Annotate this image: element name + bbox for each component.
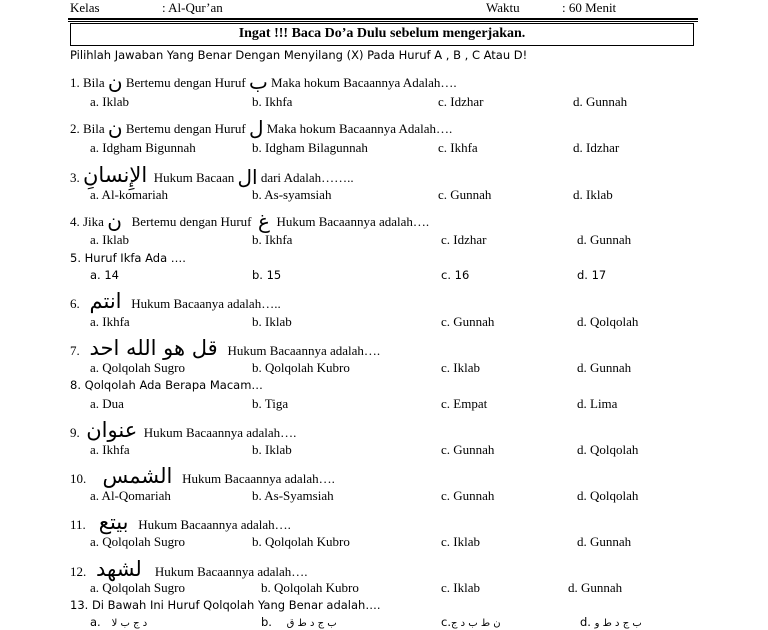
question-11 [70,510,291,534]
question-8 [70,378,263,392]
option-a[interactable]: a. Qolqolah Sugro [90,534,185,549]
question-text: Hukum Bacaannya adalah…. [276,214,430,229]
kelas-label: Kelas [70,0,100,15]
option-b[interactable]: b. Iklab [252,442,292,457]
option-d[interactable]: d. 17 [577,268,607,282]
question-text: Hukum Bacaannya adalah…. [227,343,381,358]
question-text: Maka hokum Bacaannya Adalah…. [266,121,453,136]
option-b[interactable]: b. Qolqolah Kubro [261,580,359,595]
question-6 [70,289,281,313]
option-d[interactable]: d. Iklab [573,187,613,202]
option-b[interactable]: b. As-Syamsiah [252,488,334,503]
option-a[interactable] [90,615,147,629]
question-text: Huruf Ikfa Ada …. [84,251,186,265]
option-a[interactable]: a. Ikhfa [90,442,130,457]
arabic-letters: ب ج د ط و [594,618,642,629]
question-9 [70,418,296,442]
option-c[interactable]: c. Idzhar [441,232,487,247]
question-text: Bila [83,75,105,90]
question-text: Hukum Bacaannya adalah…. [182,471,335,486]
instruction-text: Pilihlah Jawaban Yang Benar Dengan Menyilang (X) Pada Huruf A , B , C Atau D! [70,48,528,62]
question-number: 10. [70,471,87,486]
question-4 [70,209,430,233]
arabic-letters: د ج ب لا [111,618,148,629]
option-c[interactable] [441,615,501,629]
option-a[interactable]: a. 14 [90,268,119,282]
question-text: Hukum Bacaannya adalah…. [154,564,308,579]
arabic-letter: ب [248,70,268,94]
option-letter: c. [441,615,451,629]
option-b[interactable]: b. As-syamsiah [252,187,332,202]
option-a[interactable]: a. Qolqolah Sugro [90,580,185,595]
question-number: 5. [70,251,81,265]
question-text: dari Adalah…….. [260,170,354,185]
option-a[interactable]: a. Dua [90,396,124,411]
option-c[interactable]: c. Iklab [441,580,480,595]
arabic-word: لشهد [96,557,142,581]
option-c[interactable]: c. Gunnah [438,187,492,202]
question-text: Jika [83,214,104,229]
question-number: 7. [70,343,80,358]
question-text: Hukum Bacaanya adalah….. [131,296,281,311]
option-b[interactable]: b. Qolqolah Kubro [252,534,350,549]
question-12 [70,557,308,581]
question-2 [70,116,453,140]
arabic-word: قل هو الله احد [89,336,218,360]
question-text: Bertemu dengan Huruf [125,121,246,136]
question-1 [70,70,457,94]
option-c[interactable]: c. 16 [441,268,470,282]
option-c[interactable]: c. Iklab [441,534,480,549]
arabic-word: بيتع [98,510,129,534]
option-c[interactable]: c. Gunnah [441,314,495,329]
question-text: Hukum Bacaannya adalah…. [143,425,297,440]
question-text: Qolqolah Ada Berapa Macam… [84,378,263,392]
option-d[interactable]: d. Gunnah [573,94,628,109]
kelas-value: : Al-Qur’an [162,0,223,15]
question-7 [70,336,380,360]
arabic-word: الإِنسانِ [83,163,148,187]
option-a[interactable]: a. Al-komariah [90,187,168,202]
option-letter: b. [261,615,272,629]
option-a[interactable]: a. Iklab [90,94,129,109]
arabic-word: انتم [89,289,122,313]
reminder-banner: Ingat !!! Baca Do’a Dulu sebelum mengerjakan. [70,23,694,46]
option-d[interactable]: d. Gunnah [577,232,632,247]
question-10 [70,464,335,488]
arabic-letter: ن [107,116,123,140]
arabic-word: الشمس [102,464,173,488]
header-rule-thin [68,21,698,22]
option-b[interactable]: b. Ikhfa [252,94,293,109]
arabic-word: عنوان [86,418,138,442]
arabic-letter: ال [237,165,258,189]
option-c[interactable]: c. Idzhar [438,94,484,109]
option-c[interactable]: c. Empat [441,396,488,411]
arabic-letter: غ [258,209,270,233]
arabic-letters: ن ط ب د ج [450,618,501,629]
waktu-label: Waktu [486,0,520,15]
arabic-letter: ن [107,70,123,94]
option-d[interactable]: d. Lima [577,396,618,411]
question-number: 4. [70,214,80,229]
option-a[interactable]: a. Qolqolah Sugro [90,360,185,375]
question-text: Bertemu dengan Huruf [125,75,246,90]
option-b[interactable]: b. Iklab [252,314,292,329]
question-text: Di Bawah Ini Huruf Qolqolah Yang Benar adalah…. [91,598,381,612]
arabic-letter: ل [248,116,264,140]
option-d[interactable] [580,615,642,629]
question-13 [70,598,380,612]
option-b[interactable]: b. 15 [252,268,282,282]
question-text: Bila [83,121,105,136]
option-d[interactable]: d. Gunnah [568,580,623,595]
option-a[interactable]: a. Idgham Bigunnah [90,140,196,155]
option-b[interactable]: b. Idgham Bilagunnah [252,140,368,155]
question-number: 6. [70,296,80,311]
option-letter: d. [580,615,591,629]
question-number: 1. [70,75,80,90]
question-number: 13. [70,598,89,612]
option-d[interactable]: d. Idzhar [573,140,620,155]
question-text: Hukum Bacaan [153,170,235,185]
question-number: 8. [70,378,81,392]
question-5 [70,251,186,265]
waktu-value: : 60 Menit [562,0,617,15]
question-number: 12. [70,564,87,579]
option-b[interactable] [261,615,337,629]
option-c[interactable]: c. Iklab [441,360,480,375]
option-d[interactable]: d. Gunnah [577,534,632,549]
option-c[interactable]: c. Gunnah [441,488,495,503]
question-number: 2. [70,121,80,136]
option-b[interactable]: b. Tiga [252,396,289,411]
header-rule-thick [68,18,698,20]
question-text: Hukum Bacaannya adalah…. [138,517,291,532]
option-b[interactable]: b. Ikhfa [252,232,293,247]
question-number: 9. [70,425,80,440]
question-3 [70,163,354,187]
question-text: Bertemu dengan Huruf [131,214,252,229]
option-a[interactable]: a. Iklab [90,232,129,247]
option-d[interactable]: d. Qolqolah [577,442,639,457]
option-d[interactable]: d. Qolqolah [577,488,639,503]
question-text: Maka hokum Bacaannya Adalah…. [271,75,457,90]
option-letter: a. [90,615,101,629]
option-c[interactable]: c. Ikhfa [438,140,478,155]
option-d[interactable]: d. Qolqolah [577,314,639,329]
option-d[interactable]: d. Gunnah [577,360,632,375]
arabic-letters: ب ج د ط ق [286,618,337,629]
question-number: 3. [70,170,80,185]
option-a[interactable]: a. Al-Qomariah [90,488,171,503]
option-b[interactable]: b. Qolqolah Kubro [252,360,350,375]
question-number: 11. [70,517,86,532]
option-c[interactable]: c. Gunnah [441,442,495,457]
option-a[interactable]: a. Ikhfa [90,314,130,329]
arabic-letter: ن [107,209,122,233]
